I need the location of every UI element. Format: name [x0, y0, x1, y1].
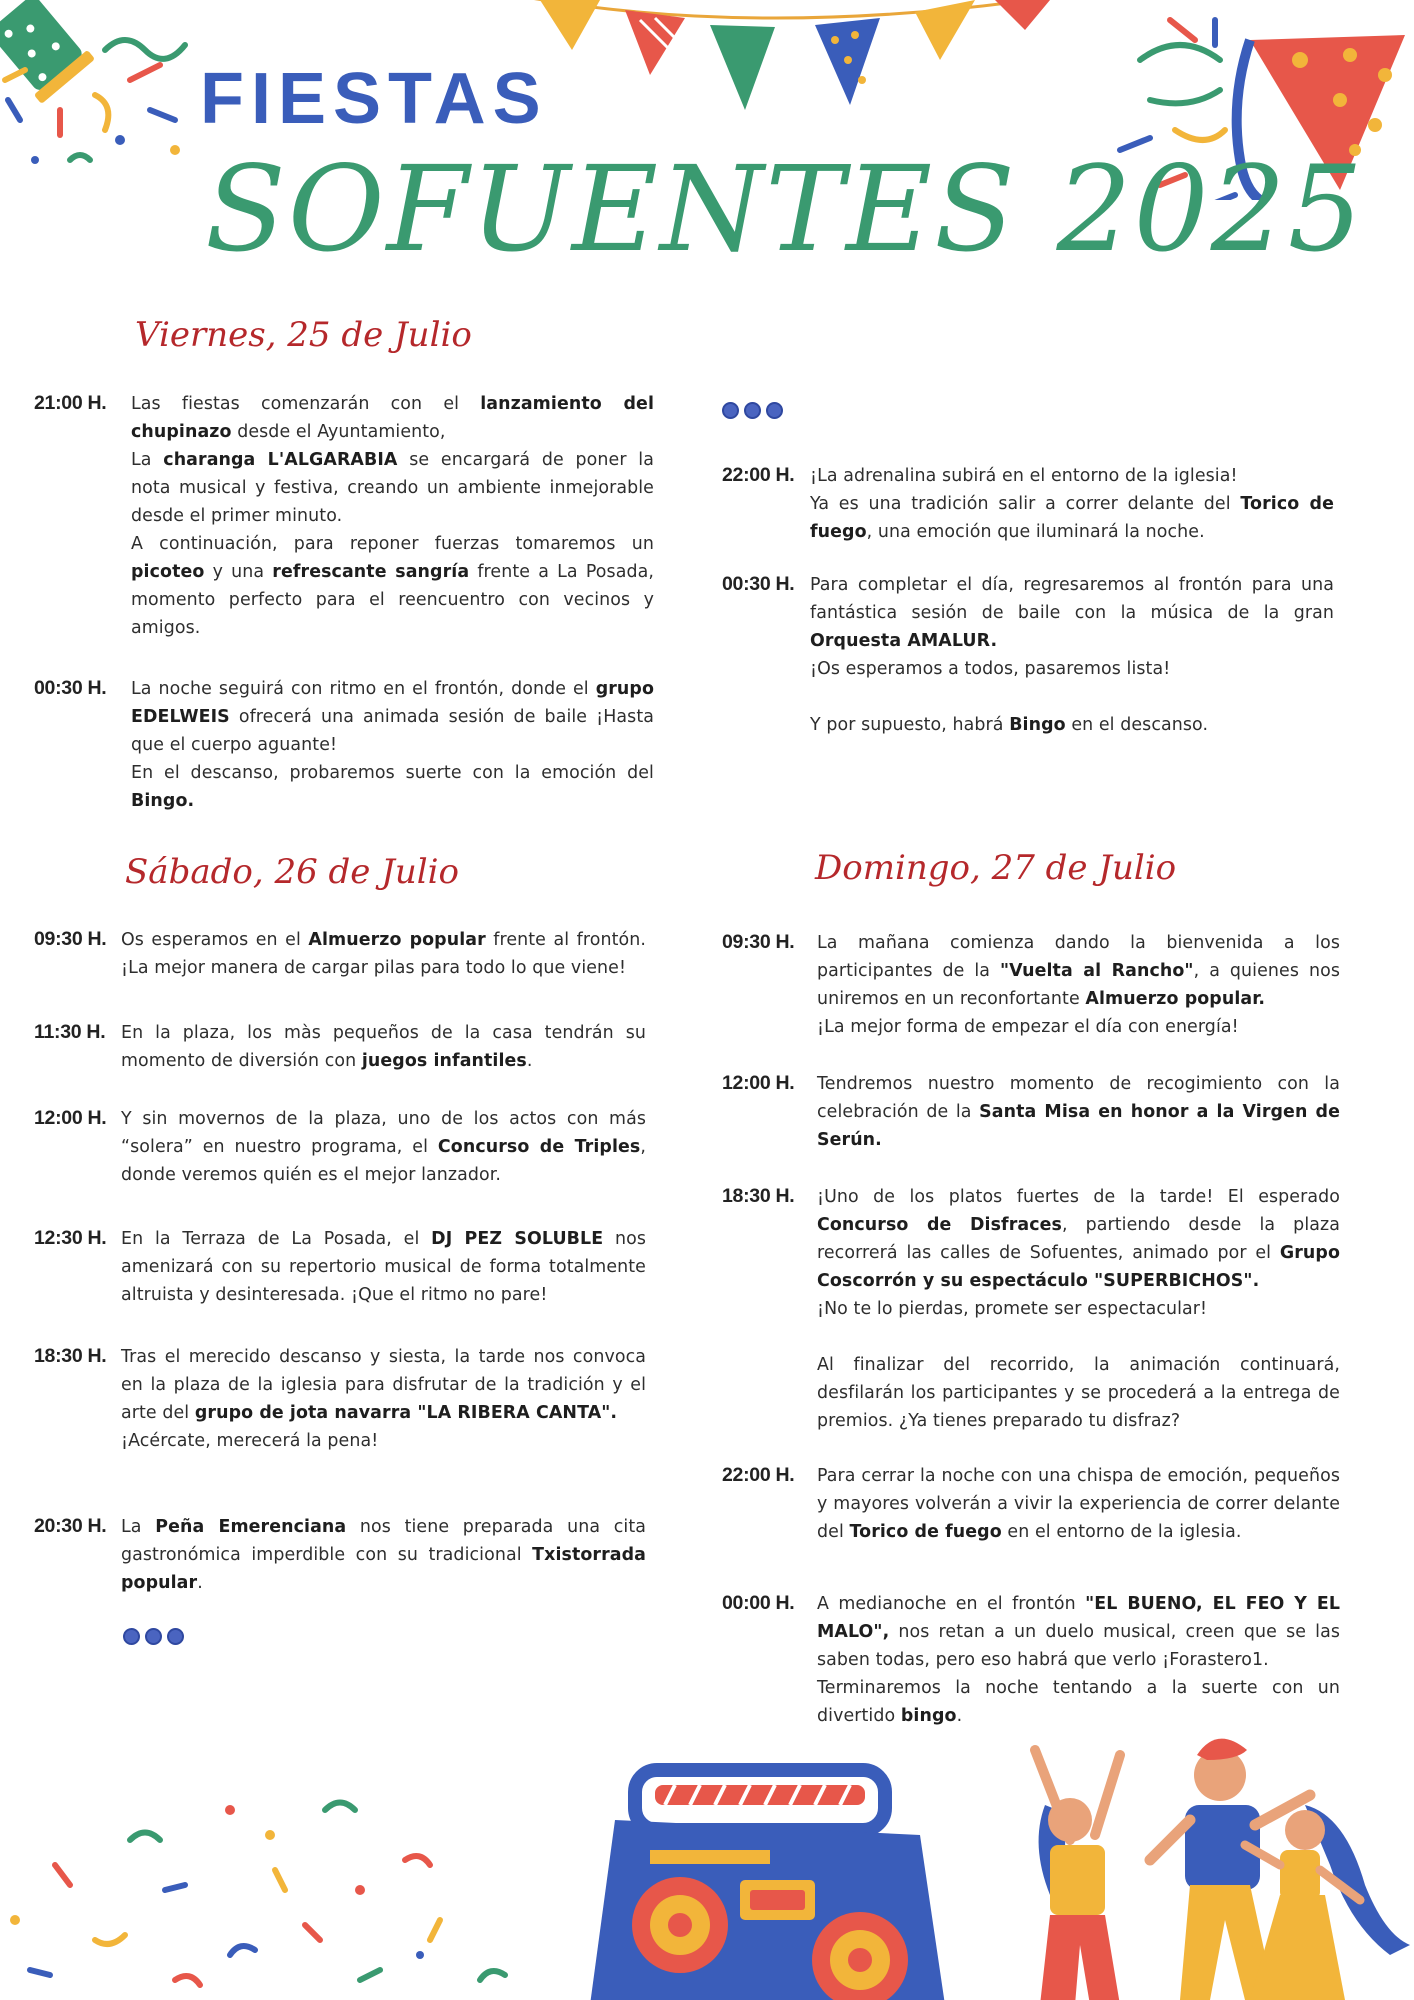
day-heading-friday: Viernes, 25 de Julio: [135, 315, 472, 355]
event-sunday-1830: [722, 1183, 1340, 1435]
event-time: 18:30 H.: [34, 1345, 107, 1367]
event-friday-0030: [34, 675, 654, 815]
event-time: 00:30 H.: [34, 677, 107, 699]
event-sunday-2200: [722, 1462, 1340, 1546]
event-description: Para cerrar la noche con una chispa de emoción, pequeños y mayores volverán a vivir la experiencia de correr delante del Torico de fuego en el entorno de la iglesia.: [817, 1466, 1340, 1542]
event-friday-2200: [722, 462, 1334, 546]
event-saturday-2030: [34, 1513, 646, 1597]
title-sofuentes-2025: SOFUENTES 2025: [205, 140, 1365, 278]
event-description: Tras el merecido descanso y siesta, la tarde nos convoca en la plaza de la iglesia para disfrutar de la tradición y el arte del grupo de jota navarra "LA RIBERA CANTA". ¡Acércate, merecerá la pena!: [121, 1347, 646, 1451]
event-description: En la plaza, los màs pequeños de la casa tendrán su momento de diversión con juegos infantiles.: [121, 1023, 646, 1071]
event-description: La Peña Emerenciana nos tiene preparada una cita gastronómica imperdible con su tradicional Txistorrada popular.: [121, 1517, 646, 1593]
separator-dots: [123, 1628, 189, 1649]
event-time: 21:00 H.: [34, 392, 107, 414]
event-description: Tendremos nuestro momento de recogimiento con la celebración de la Santa Misa en honor a la Virgen de Serún.: [817, 1074, 1340, 1150]
event-description: Las fiestas comenzarán con el lanzamiento del chupinazo desde el Ayuntamiento, La charanga L'ALGARABIA se encargará de poner la nota musical y festiva, creando un ambiente inmejorable desde el primer minuto. A continuación, para reponer fuerzas tomaremos un picoteo y una refrescante sangría frente a La Posada, momento perfecto para el reencuentro con vecinos y amigos.: [131, 394, 655, 638]
event-description: En la Terraza de La Posada, el DJ PEZ SOLUBLE nos amenizará con su repertorio musical de forma totalmente altruista y desinteresada. ¡Que el ritmo no pare!: [121, 1229, 646, 1305]
event-time: 00:30 H.: [722, 573, 795, 595]
dancers-illustration: [1005, 1735, 1414, 2000]
event-time: 12:00 H.: [34, 1107, 107, 1129]
event-saturday-0930: [34, 926, 646, 982]
event-saturday-1130: [34, 1019, 646, 1075]
event-friday-2100: [34, 390, 654, 642]
day-heading-saturday: Sábado, 26 de Julio: [125, 852, 459, 892]
event-saturday-1230: [34, 1225, 646, 1309]
event-time: 18:30 H.: [722, 1185, 795, 1207]
event-description: Para completar el día, regresaremos al frontón para una fantástica sesión de baile con la música de la gran Orquesta AMALUR. ¡Os esperamos a todos, pasaremos lista! Y por supuesto, habrá Bingo en el descanso.: [810, 575, 1334, 735]
event-time: 09:30 H.: [722, 931, 795, 953]
event-friday-0030-b: [722, 571, 1334, 739]
event-sunday-0930: [722, 929, 1340, 1041]
event-time: 22:00 H.: [722, 1464, 795, 1486]
boombox-illustration: [575, 1760, 955, 2000]
event-time: 00:00 H.: [722, 1592, 795, 1614]
event-description: ¡La adrenalina subirá en el entorno de la iglesia! Ya es una tradición salir a correr delante del Torico de fuego, una emoción que iluminará la noche.: [810, 466, 1334, 542]
event-time: 09:30 H.: [34, 928, 107, 950]
event-saturday-1200: [34, 1105, 646, 1189]
event-description: ¡Uno de los platos fuertes de la tarde! El esperado Concurso de Disfraces, partiendo desde la plaza recorrerá las calles de Sofuentes, animado por el Grupo Coscorrón y su espectáculo "SUPERBICHOS". ¡No te lo pierdas, promete ser espectacular! Al finalizar del recorrido, la animación continuará, desfilarán los participantes y se procederá a la entrega de premios. ¿Ya tienes preparado tu disfraz?: [817, 1187, 1340, 1431]
event-description: Os esperamos en el Almuerzo popular frente al frontón. ¡La mejor manera de cargar pilas para todo lo que viene!: [121, 930, 646, 978]
event-description: La noche seguirá con ritmo en el frontón, donde el grupo EDELWEIS ofrecerá una animada sesión de baile ¡Hasta que el cuerpo aguante! En el descanso, probaremos suerte con la emoción del Bingo.: [131, 679, 654, 811]
day-heading-sunday: Domingo, 27 de Julio: [815, 848, 1177, 888]
separator-dots: [722, 402, 788, 423]
event-time: 22:00 H.: [722, 464, 795, 486]
event-time: 20:30 H.: [34, 1515, 107, 1537]
event-time: 12:30 H.: [34, 1227, 107, 1249]
event-description: A medianoche en el frontón "EL BUENO, EL FEO Y EL MALO", nos retan a un duelo musical, creen que se las saben todas, pero eso habrá que verlo ¡Forastero1. Terminaremos la noche tentando a la suerte con un divertido bingo.: [817, 1594, 1341, 1726]
event-time: 11:30 H.: [34, 1021, 106, 1043]
event-sunday-0000: [722, 1590, 1340, 1730]
event-saturday-1830: [34, 1343, 646, 1455]
confetti-decoration: [0, 1780, 560, 2000]
event-time: 12:00 H.: [722, 1072, 795, 1094]
event-description: Y sin movernos de la plaza, uno de los actos con más “solera” en nuestro programa, el Concurso de Triples, donde veremos quién es el mejor lanzador.: [121, 1109, 647, 1185]
event-sunday-1200: [722, 1070, 1340, 1154]
title-fiestas: FIESTAS: [200, 59, 548, 139]
event-description: La mañana comienza dando la bienvenida a los participantes de la "Vuelta al Rancho", a quienes nos uniremos en un reconfortante Almuerzo popular. ¡La mejor forma de empezar el día con energía!: [817, 933, 1340, 1037]
